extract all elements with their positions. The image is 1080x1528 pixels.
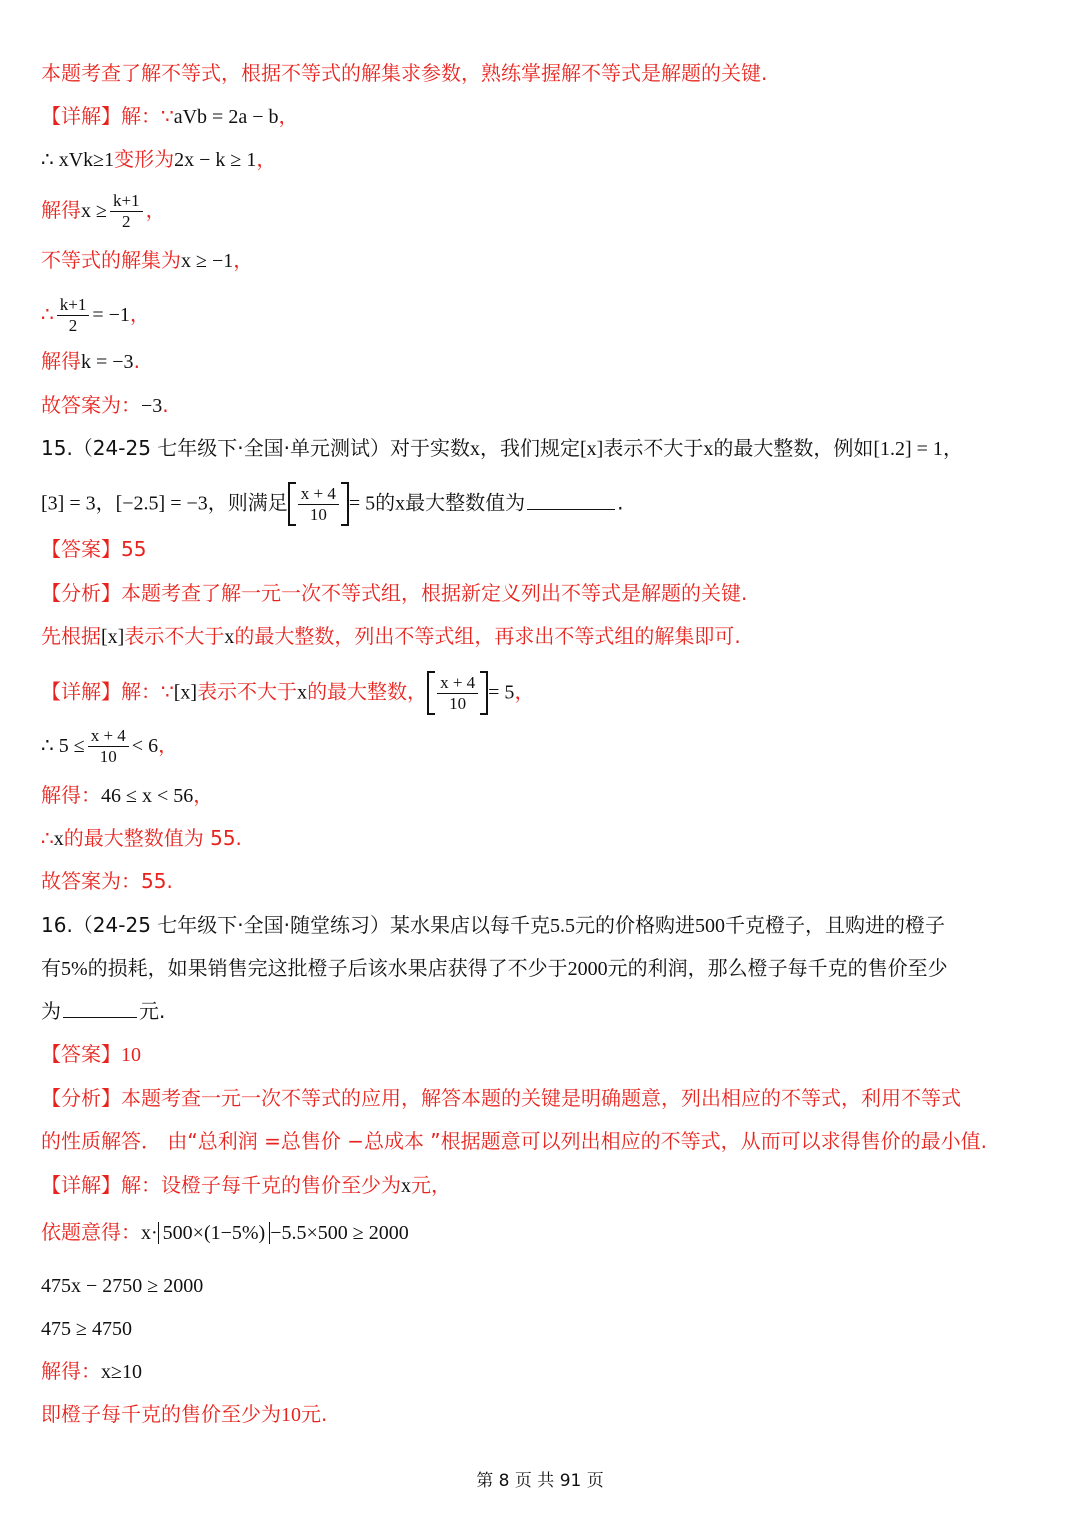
math: x [703, 438, 714, 460]
fraction [57, 296, 90, 335]
question-16-stem-3 [41, 996, 1041, 1026]
text: 解得： [41, 783, 101, 807]
math: aVb = 2a − b [173, 106, 279, 128]
math: x [401, 1175, 411, 1197]
math: x [470, 438, 480, 460]
denominator: 2 [122, 212, 131, 231]
answer-value: 10 [121, 1044, 141, 1066]
text: 表示不大于 [124, 624, 225, 648]
math: 500×(1−5%) [162, 1222, 266, 1244]
math: ∴ 5 ≤ [41, 735, 85, 757]
solution-line [41, 245, 1041, 276]
text: ， [233, 248, 254, 272]
text: ， [95, 490, 116, 515]
text: 解得 [41, 349, 81, 373]
math: −5.5×500 ≥ 2000 [270, 1222, 409, 1244]
text: 元的利润，那么橙子每千克的售价至少 [607, 956, 948, 980]
answer-line [41, 1039, 1041, 1070]
math: x [297, 681, 308, 704]
fraction [110, 192, 143, 231]
text: 元. [139, 999, 166, 1023]
detail-line [41, 671, 1041, 715]
math: 2000 [567, 958, 608, 980]
denominator: 10 [99, 747, 117, 766]
answer-line [41, 534, 1041, 564]
math: x≥10 [101, 1361, 142, 1383]
solution-line [41, 346, 1041, 377]
math: [−2.5] = −3 [115, 492, 208, 515]
text: 【详解】解：设橙子每千克的售价至少为 [41, 1173, 401, 1197]
math: x ≥ −1 [181, 250, 234, 272]
text: 的最大整数，列出不等式组，再求出不等式组的解集即可. [234, 624, 741, 648]
answer-blank [527, 489, 615, 510]
solution-line [41, 192, 1041, 231]
text: 即橙子每千克的售价至少为 [41, 1402, 281, 1426]
text: 变形为 [114, 147, 175, 171]
solution-line [41, 780, 1041, 811]
math: 2x − k ≥ 1 [174, 149, 257, 171]
math: x [53, 828, 64, 850]
text: ， [514, 679, 535, 704]
text: 解得： [41, 1359, 101, 1383]
text: 的性质解答． 由“总利润 =总售价 −总成本 ”根据题意可以列出相应的不等式，从而可以求得售价的最小值. [41, 1129, 988, 1153]
text: . [162, 393, 169, 417]
analysis-line-2 [41, 1126, 1041, 1156]
text: 【分析】本题考查了解一元一次不等式组，根据新定义列出不等式是解题的关键. [41, 581, 748, 605]
solution-line [41, 1270, 1041, 1301]
text: ∴ [41, 826, 54, 850]
bracket-expression [158, 1222, 271, 1244]
math: = −1 [92, 304, 130, 326]
math: 5% [61, 958, 88, 980]
text: 元. [301, 1402, 328, 1426]
answer-blank [63, 997, 137, 1018]
text: 故答案为：55. [41, 869, 173, 893]
text: . [617, 490, 624, 515]
text: 表示不大于 [603, 436, 704, 460]
text: 故答案为： [41, 393, 141, 417]
solution-line [41, 1313, 1041, 1344]
math: [x] [101, 626, 125, 648]
text: 解得 [41, 198, 81, 222]
text: 不等式的解集为 [41, 248, 181, 272]
solution-line [41, 1217, 1041, 1248]
solution-line [41, 144, 1041, 175]
math: ∴ xVk≥1 [41, 149, 115, 171]
solution-line [41, 296, 1041, 335]
text: 【分析】本题考查一元一次不等式的应用，解答本题的关键是明确题意，列出相应的不等式，利用不等式 [41, 1086, 961, 1110]
answer-value: 55 [121, 537, 147, 561]
text: 元， [411, 1173, 451, 1197]
text: 【详解】解：∵ [41, 679, 174, 704]
numerator: x + 4 [88, 727, 129, 747]
text: ∴ [41, 302, 54, 326]
text: ，则满足 [207, 490, 288, 515]
text: 的最大整数值为 55. [63, 826, 242, 850]
text: 【答案】 [41, 1042, 121, 1066]
text: ， [145, 198, 166, 222]
analysis-text [41, 58, 1041, 88]
math: x [224, 626, 235, 648]
analysis-line [41, 1083, 1041, 1113]
fraction [298, 485, 339, 524]
math: 500 [695, 915, 725, 937]
text: 16.（24-25 七年级下·全国·随堂练习）某水果店以每千克 [41, 913, 550, 937]
math: [1.2] = 1 [873, 438, 943, 460]
text: ， [942, 436, 963, 460]
denominator: 10 [449, 693, 467, 713]
text: . [133, 349, 140, 373]
question-16-stem [41, 910, 1041, 941]
numerator: x + 4 [298, 485, 339, 505]
final-answer-line [41, 390, 1041, 421]
floor-bracket [427, 671, 488, 715]
text: 的 [375, 490, 396, 515]
page-footer: 第 8 页 共 91 页 [476, 1471, 604, 1491]
numerator: x + 4 [437, 674, 478, 694]
math: k = −3 [81, 351, 134, 373]
text: 为 [41, 999, 61, 1023]
text: 本题考查了解不等式，根据不等式的解集求参数，熟练掌握解不等式是解题的关键. [41, 61, 768, 85]
solution-line [41, 727, 1041, 766]
text: 的最大整数，例如 [713, 436, 874, 460]
text: 表示不大于 [197, 679, 298, 704]
math: < 6 [131, 735, 159, 757]
text: 元的价格购进 [575, 913, 695, 937]
fraction [437, 674, 478, 713]
text: ， [256, 147, 277, 171]
denominator: 10 [309, 504, 327, 524]
text: 的损耗，如果销售完这批橙子后该水果店获得了不少于 [87, 956, 568, 980]
math: 10 [281, 1404, 301, 1426]
math: 5.5 [550, 915, 575, 937]
math: 475 ≥ 4750 [41, 1318, 132, 1340]
text: 【答案】 [41, 537, 121, 561]
text: ，我们规定 [480, 436, 580, 460]
math: x· [141, 1222, 158, 1244]
solution-line [41, 1356, 1041, 1387]
text: 的最大整数， [307, 679, 428, 704]
math: −3 [141, 395, 163, 417]
math: = 5 [348, 492, 376, 515]
final-answer-line [41, 866, 1041, 896]
math: x ≥ [81, 200, 107, 222]
text: 依题意得： [41, 1220, 141, 1244]
math: [x] [173, 681, 198, 704]
math: x [395, 492, 406, 515]
text: 千克橙子，且购进的橙子 [725, 913, 945, 937]
text: ， [193, 783, 214, 807]
final-answer-line [41, 1399, 1041, 1430]
text: 15.（24-25 七年级下·全国·单元测试）对于实数 [41, 436, 470, 460]
math: [3] = 3 [41, 492, 96, 515]
question-15-stem-2 [41, 482, 1041, 526]
denominator: 2 [68, 316, 78, 335]
math: = 5 [488, 681, 515, 704]
question-16-stem-2 [41, 953, 1041, 984]
detail-line [41, 101, 1041, 132]
analysis-line [41, 578, 1041, 608]
floor-bracket [288, 482, 349, 526]
numerator: k+1 [110, 192, 143, 212]
text: 【详解】解：∵ [41, 104, 174, 128]
text: ， [158, 733, 179, 757]
math: 46 ≤ x < 56 [101, 785, 194, 807]
fraction [88, 727, 129, 766]
analysis-line-2 [41, 621, 1041, 652]
numerator: k+1 [57, 296, 90, 316]
text: ， [278, 104, 299, 128]
question-15-stem [41, 433, 1041, 464]
text: 最大整数值为 [405, 490, 526, 515]
detail-line [41, 1170, 1041, 1201]
text: 先根据 [41, 624, 101, 648]
text: ， [129, 302, 150, 326]
solution-line [41, 823, 1041, 854]
math: 475x − 2750 ≥ 2000 [41, 1275, 204, 1297]
text: 有 [41, 956, 61, 980]
math: [x] [580, 438, 604, 460]
